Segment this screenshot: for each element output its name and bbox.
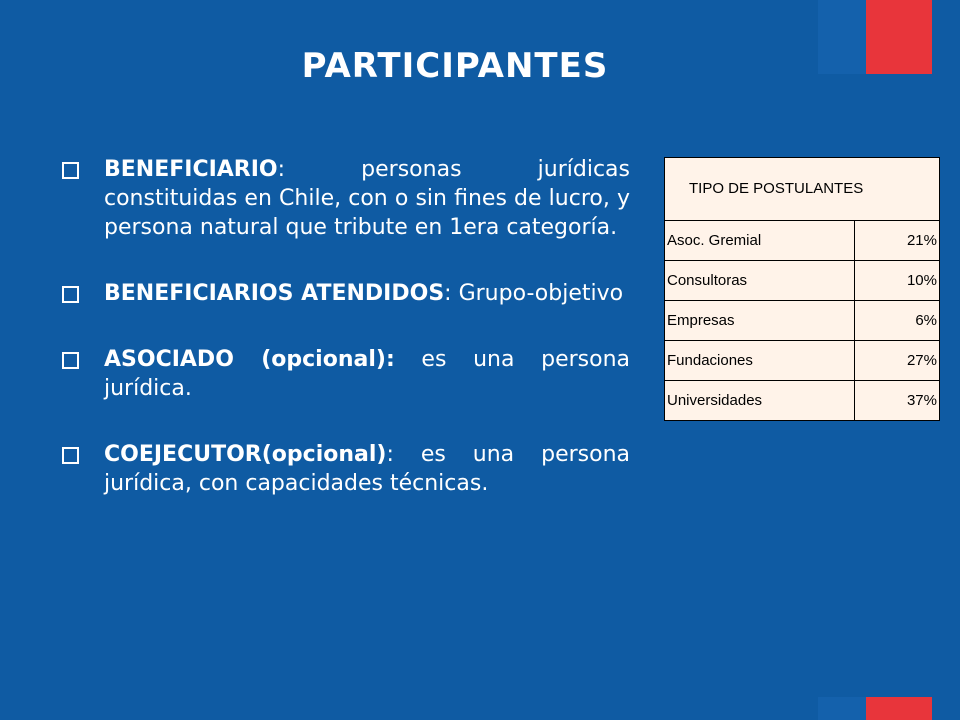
bullet-term: ASOCIADO (opcional):: [104, 347, 395, 372]
table-cell-label: Asoc. Gremial: [665, 221, 855, 261]
bullet-item: [62, 345, 630, 403]
checkbox-square-icon: [62, 286, 79, 303]
bullet-text: [104, 345, 630, 403]
table-cell-label: Empresas: [665, 301, 855, 341]
bullet-item: [62, 155, 630, 242]
bullet-item: [62, 440, 630, 498]
table-cell-value: 6%: [855, 301, 940, 341]
bullet-term: BENEFICIARIOS ATENDIDOS: [104, 281, 445, 306]
table-row: [665, 341, 940, 381]
bullet-term: BENEFICIARIO: [104, 157, 278, 182]
table-cell-value: 27%: [855, 341, 940, 381]
table-cell-label: Fundaciones: [665, 341, 855, 381]
postulantes-table: [664, 157, 940, 421]
table-cell-label: Consultoras: [665, 261, 855, 301]
table-cell-value: 21%: [855, 221, 940, 261]
slide-title: PARTICIPANTES: [301, 46, 609, 86]
bullet-description: : es una persona jurídica, con capacidades técnicas.: [104, 442, 630, 496]
bullet-text: [104, 440, 630, 498]
table-row: [665, 301, 940, 341]
flag-blue-block-bottom: [818, 697, 866, 720]
flag-red-block-bottom: [866, 697, 932, 720]
bullet-description: : personas jurídicas constituidas en Chile, con o sin fines de lucro, y persona natural que tribute en 1era categoría.: [104, 157, 630, 240]
bullet-description: : Grupo-objetivo: [444, 281, 624, 306]
checkbox-square-icon: [62, 162, 79, 179]
checkbox-square-icon: [62, 352, 79, 369]
table-row: [665, 221, 940, 261]
bullet-text: [104, 155, 630, 242]
table-header-row: [665, 158, 940, 221]
table-cell-label: Universidades: [665, 381, 855, 421]
table-header: TIPO DE POSTULANTES: [665, 158, 940, 221]
table-cell-value: 10%: [855, 261, 940, 301]
bullet-item: [62, 279, 630, 308]
bullet-term: COEJECUTOR(opcional): [104, 442, 387, 467]
bullet-list: [62, 155, 630, 535]
bullet-text: [104, 279, 630, 308]
table-cell-value: 37%: [855, 381, 940, 421]
checkbox-square-icon: [62, 447, 79, 464]
bullet-description: es una persona jurídica.: [104, 347, 630, 401]
table-row: [665, 381, 940, 421]
table-row: [665, 261, 940, 301]
